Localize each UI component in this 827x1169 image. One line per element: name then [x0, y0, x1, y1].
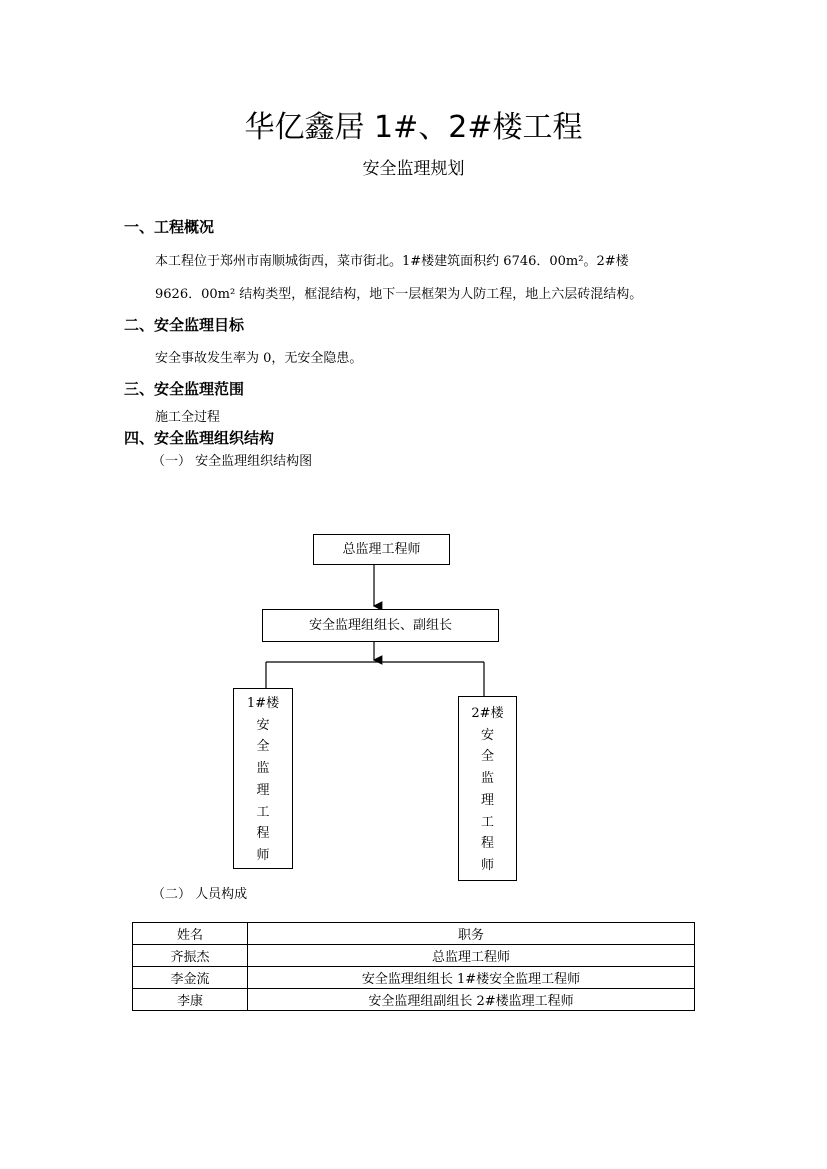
org-right-line: 理 [480, 792, 494, 808]
org-left-line: 师 [256, 847, 270, 863]
org-right-line: 安 [480, 727, 494, 743]
section-1-line-2: 9626．00m² 结构类型，框混结构，地下一层框架为人防工程，地上六层砖混结构。 [155, 287, 643, 302]
org-left-line: 1#楼 [246, 696, 280, 711]
document-subtitle: 安全监理规划 [362, 159, 465, 179]
staff-position: 安全监理组副组长 2#楼监理工程师 [248, 989, 695, 1011]
section-3-heading: 三、安全监理范围 [124, 380, 245, 398]
org-left-line: 程 [256, 826, 270, 842]
header-position: 职务 [248, 923, 695, 945]
section-4-sub-1: （一） 安全监理组织结构图 [152, 454, 313, 469]
section-2-text: 安全事故发生率为 0，无安全隐患。 [155, 351, 363, 366]
org-left-line: 安 [256, 717, 270, 733]
staff-position: 总监理工程师 [248, 945, 695, 967]
org-right-line: 工 [480, 814, 494, 830]
org-box-building-2 [458, 696, 517, 881]
section-1-line-1: 本工程位于郑州市南顺城街西，菜市街北。1#楼建筑面积约 6746．00m²。2#楼 [155, 254, 629, 269]
org-right-line: 师 [480, 857, 494, 873]
section-2-heading: 二、安全监理目标 [124, 316, 245, 334]
table-header-row [133, 923, 695, 945]
org-right-line: 全 [480, 749, 494, 765]
org-left-line: 理 [256, 782, 270, 798]
org-box-building-1 [233, 688, 293, 869]
table-row [133, 989, 695, 1011]
org-left-line: 工 [256, 804, 270, 820]
staff-name: 李金流 [133, 967, 248, 989]
table-row [133, 945, 695, 967]
staff-name: 齐振杰 [133, 945, 248, 967]
org-box-group-leaders: 安全监理组组长、副组长 [262, 609, 499, 642]
section-3-text: 施工全过程 [155, 410, 221, 425]
section-4-sub-2: （二） 人员构成 [152, 887, 248, 902]
org-right-line: 程 [480, 836, 494, 852]
org-right-line: 2#楼 [471, 706, 504, 721]
header-name: 姓名 [133, 923, 248, 945]
table-row [133, 967, 695, 989]
staff-table [132, 922, 695, 1011]
org-left-line: 全 [256, 739, 270, 755]
staff-position: 安全监理组组长 1#楼安全监理工程师 [248, 967, 695, 989]
document-title: 华亿鑫居 1#、2#楼工程 [244, 110, 583, 145]
staff-name: 李康 [133, 989, 248, 1011]
section-4-heading: 四、安全监理组织结构 [124, 429, 275, 447]
org-right-line: 监 [480, 771, 494, 787]
org-left-line: 监 [256, 761, 270, 777]
org-box-chief: 总监理工程师 [313, 534, 450, 565]
section-1-heading: 一、工程概况 [124, 218, 215, 236]
